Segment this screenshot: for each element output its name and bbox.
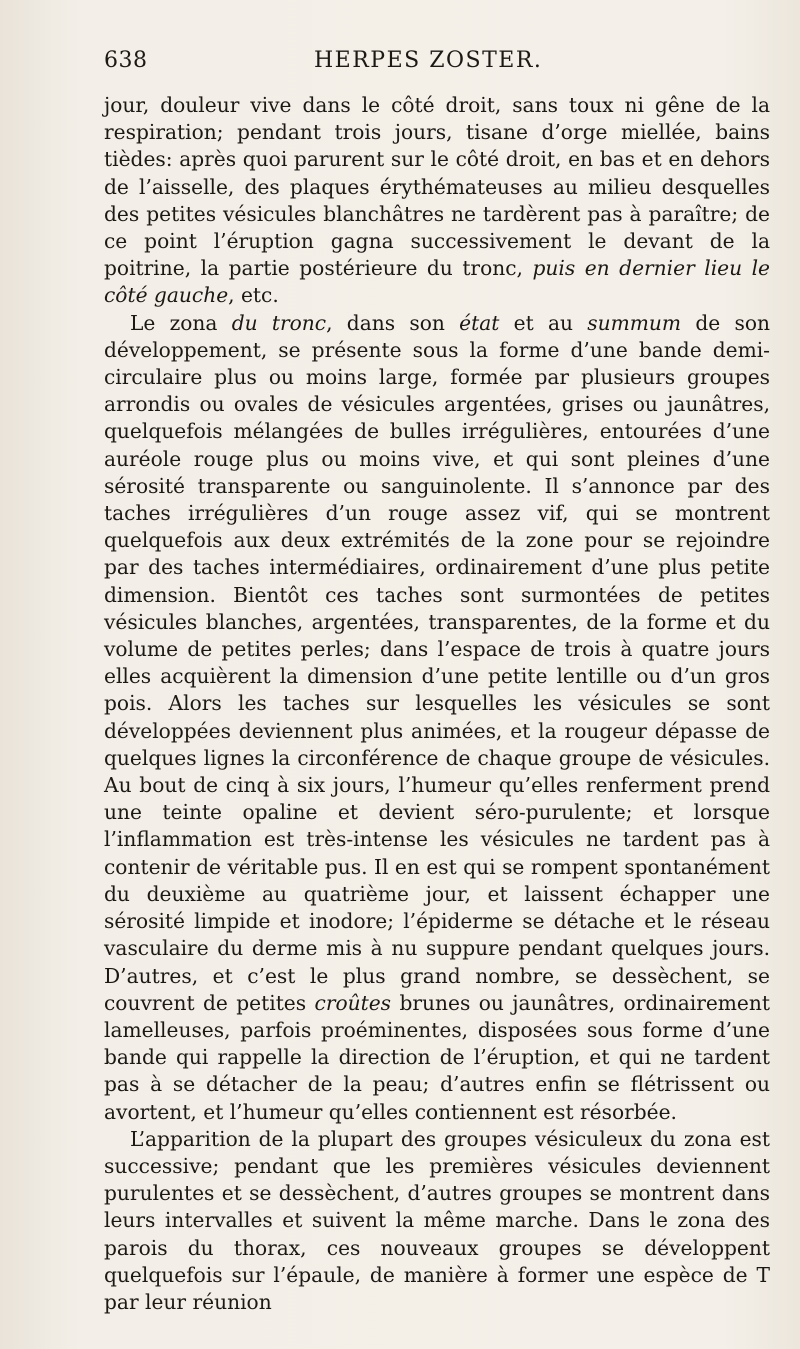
text-run: jour, douleur vive dans le côté droit, sans toux ni gêne de la respiration; pendant trois jours, tisane d’orge miellée, bains tièdes: après quoi parurent sur le côté droit, en bas et en dehors de l’aisselle, des plaques érythémateuses au milieu desquelles des petites vésicules blanchâtres ne tardèrent pas à paraître; de ce point l’éruption gagna successivement le devant de la poitrine, la partie postérieure du tronc, [104,93,770,281]
italic-text-run: du tronc [231,310,327,335]
text-run: Le zona [130,310,232,335]
text-run: brunes ou jaunâtres, ordinairement lamelleuses, parfois proéminentes, disposées sous forme d’une bande qui rappelle la direction de l’éruption, et qui ne tardent pas à se détacher de la peau; d’autres enfin se flétrissent ou avortent, et l’humeur qu’elles contiennent est résorbée. [104,990,770,1124]
body-text [104,92,770,1316]
italic-text-run: état [459,310,500,335]
text-run: L’apparition de la plupart des groupes vésiculeux du zona est successive; pendant que les premières vésicules deviennent purulentes et se dessèchent, d’autres groupes se montrent dans leurs intervalles et suivent la même marche. Dans le zona des parois du thorax, ces nouveaux groupes se développent quelquefois sur l’épaule, de manière à former une espèce de T par leur réunion [104,1126,770,1314]
paragraph [104,1126,770,1316]
paragraph [104,92,770,310]
text-run: de son développement, se présente sous la forme d’une bande demi-circulaire plus ou moins large, formée par plusieurs groupes arrondis ou ovales de vésicules argentées, grises ou jaunâtres, quelquefois mélangées de bulles irrégulières, entourées d’une auréole rouge plus ou moins vive, et qui sont pleines d’une sérosité transparente ou sanguinolente. Il s’annonce par des taches irrégulières d’un rouge assez vif, qui se montrent quelquefois aux deux extrémités de la zone pour se rejoindre par des taches intermédiaires, ordinairement d’une plus petite dimension. Bientôt ces taches sont surmontées de petites vésicules blanches, argentées, transparentes, de la forme et du volume de petites perles; dans l’espace de trois à quatre jours elles acquièrent la dimension d’une petite lentille ou d’un gros pois. Alors les taches sur lesquelles les vésicules se sont développées deviennent plus animées, et la rougeur dépasse de quelques lignes la circonférence de chaque groupe de vésicules. Au bout de cinq à six jours, l’humeur qu’elles renferment prend une teinte opaline et devient séro-purulente; et lorsque l’inflammation est très-intense les vésicules ne tardent pas à contenir de véritable pus. Il en est qui se rompent spontanément du deuxième au quatrième jour, et laissent échapper une sérosité limpide et inodore; l’épiderme se détache et le réseau vasculaire du derme mis à nu suppure pendant quelques jours. D’autres, et c’est le plus grand nombre, se dessèchent, se couvrent de petites [104,310,770,1015]
page-header [104,44,770,92]
italic-text-run: croûtes [314,990,392,1015]
text-run: , etc. [228,283,279,308]
italic-text-run: summum [587,310,682,335]
text-run: et au [499,310,588,335]
text-run: , dans son [326,310,460,335]
italic-text-run: puis en dernier lieu le côté gauche [104,256,771,308]
page-number: 638 [104,48,148,73]
running-title: HERPES ZOSTER. [314,48,543,73]
paragraph [104,310,770,1126]
